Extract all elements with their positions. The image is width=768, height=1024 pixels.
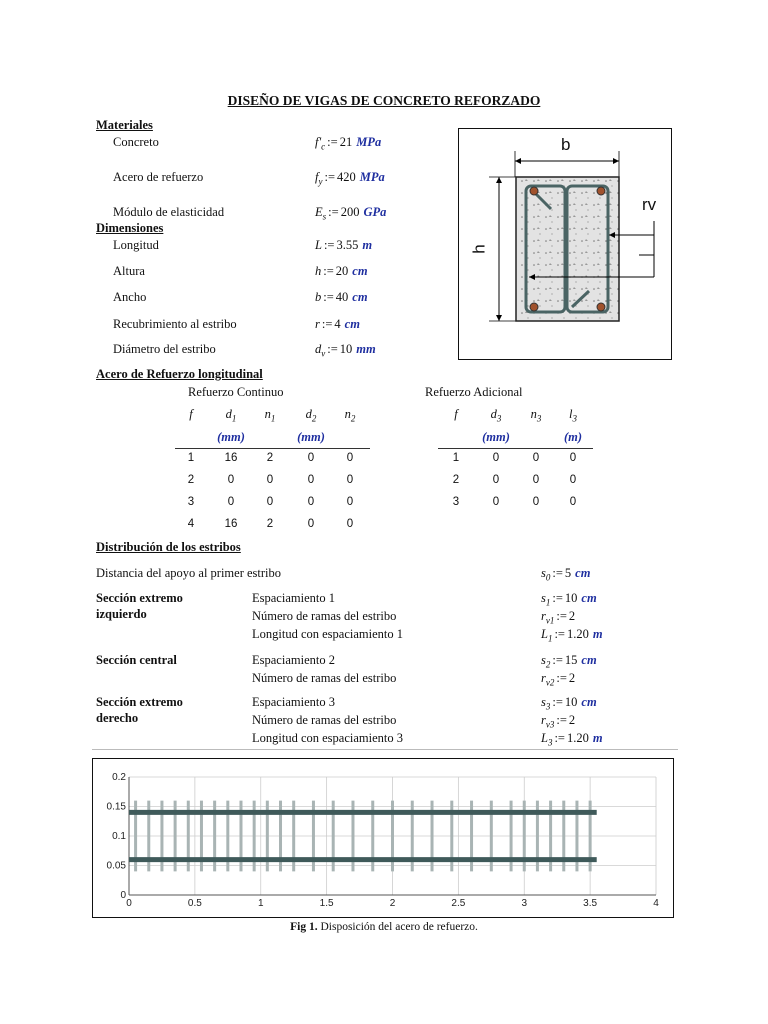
x-tick-label: 0.5 — [187, 898, 202, 909]
estribo-2-eq-0-unit: cm — [581, 695, 597, 709]
dimensiones-eq-4-sub: v — [321, 348, 326, 359]
adicional-header-2-sub: 3 — [536, 413, 542, 424]
adicional-header-1 — [486, 407, 506, 424]
dimensiones-eq-2-op: := — [323, 290, 334, 304]
continuo-header-2-main: n — [264, 407, 271, 421]
dimensiones-eq-1-op: := — [323, 264, 334, 278]
dimensiones-label-0: Longitud — [113, 238, 159, 252]
estribo-0-eq-0 — [541, 591, 597, 608]
continuo-cell-0-3: 0 — [307, 452, 315, 464]
materiales-eq-2-symbol: E — [315, 205, 323, 219]
dimensiones-eq-0-op: := — [323, 238, 335, 252]
apoyo-label: Distancia del apoyo al primer estribo — [96, 566, 282, 580]
materiales-eq-1-unit: MPa — [359, 170, 385, 184]
materiales-eq-1-value: 420 — [337, 170, 356, 184]
h-label: h — [469, 244, 489, 254]
materiales-eq-2-unit: GPa — [363, 205, 387, 219]
rebar-layout-chart — [92, 758, 674, 918]
estribo-2-label-0: Espaciamiento 3 — [252, 695, 335, 709]
estribo-1-label-0: Espaciamiento 2 — [252, 653, 335, 667]
acero-long-heading: Acero de Refuerzo longitudinal — [96, 367, 263, 381]
x-tick-label: 3 — [521, 898, 528, 909]
dimensiones-eq-3-value: 4 — [334, 317, 341, 331]
dimensiones-eq-3-unit: cm — [344, 317, 360, 331]
estribo-2-eq-0-value: 10 — [564, 695, 578, 709]
estribo-1-eq-0-op: := — [552, 653, 563, 667]
x-tick-label: 2.5 — [451, 898, 466, 909]
estribo-2-label-2: Longitud con espaciamiento 3 — [252, 731, 404, 745]
continuo-cell-3-3: 0 — [307, 518, 315, 530]
dimensiones-eq-0-symbol: L — [315, 238, 322, 252]
materiales-eq-1-symbol: f — [315, 170, 319, 184]
continuo-cell-0-1: 16 — [224, 452, 238, 464]
estribo-0-eq-1-value: 2 — [568, 609, 576, 623]
continuo-header-4 — [340, 407, 360, 424]
estribo-1-eq-0-value: 15 — [564, 653, 578, 667]
estribo-0-eq-1-symbol: r — [541, 609, 546, 623]
estribo-0-label-2: Longitud con espaciamiento 1 — [252, 627, 404, 641]
estribo-2-eq-2-op: := — [554, 731, 565, 745]
dimensiones-label-4: Diámetro del estribo — [113, 342, 216, 356]
adicional-cell-1-2: 0 — [532, 474, 540, 486]
estribo-section-2-name1: Sección extremo — [96, 695, 183, 709]
y-tick-label: 0.1 — [112, 831, 126, 842]
refuerzo-adicional-label: Refuerzo Adicional — [425, 385, 523, 399]
materiales-eq-2 — [315, 205, 386, 222]
continuo-cell-1-2: 0 — [266, 474, 274, 486]
continuo-cell-3-0: 4 — [187, 518, 195, 530]
materiales-eq-1 — [315, 170, 385, 187]
x-tick-label: 4 — [653, 898, 659, 909]
dimensiones-eq-2 — [315, 290, 368, 305]
estribo-2-eq-2-sub: 3 — [547, 737, 553, 748]
continuo-cell-1-4: 0 — [346, 474, 354, 486]
continuo-cell-1-0: 2 — [187, 474, 195, 486]
dimensiones-eq-4-value: 10 — [339, 342, 353, 356]
page-title: DISEÑO DE VIGAS DE CONCRETO REFORZADO — [227, 93, 541, 108]
adicional-unit-1: (m) — [563, 430, 583, 444]
figure-caption — [0, 921, 768, 933]
materiales-eq-2-value: 200 — [340, 205, 360, 219]
estribo-1-eq-1-op: := — [556, 671, 567, 685]
continuo-header-3-sub: 2 — [311, 413, 317, 424]
adicional-header-1-sub: 3 — [496, 413, 502, 424]
adicional-cell-0-0: 1 — [452, 452, 460, 464]
refuerzo-continuo-label: Refuerzo Continuo — [188, 385, 284, 399]
y-tick-label: 0.05 — [106, 860, 126, 872]
dimensiones-label-3: Recubrimiento al estribo — [113, 317, 237, 331]
dimensiones-heading: Dimensiones — [96, 221, 164, 235]
continuo-header-4-main: n — [344, 407, 351, 421]
materiales-heading: Materiales — [96, 118, 153, 132]
estribo-2-eq-0 — [541, 695, 597, 712]
materiales-eq-0-value: 21 — [339, 135, 353, 149]
dimensiones-eq-3 — [315, 317, 360, 332]
adicional-cell-1-0: 2 — [452, 474, 460, 486]
estribo-1-eq-1-sub: v2 — [545, 677, 555, 688]
materiales-label-2: Módulo de elasticidad — [113, 205, 225, 219]
continuo-cell-2-0: 3 — [187, 496, 195, 508]
caption-text: Disposición del acero de refuerzo. — [317, 921, 478, 933]
dimensiones-eq-1-symbol: h — [315, 264, 322, 278]
estribo-1-eq-0-symbol: s — [541, 653, 546, 667]
continuo-header-3 — [301, 407, 321, 424]
y-tick-label: 0.2 — [112, 772, 126, 783]
continuo-header-2-sub: 1 — [270, 413, 276, 424]
estribo-2-eq-1 — [541, 713, 575, 730]
continuo-header-0: f — [189, 407, 193, 421]
estribo-0-eq-0-symbol: s — [541, 591, 546, 605]
dimensiones-eq-3-symbol: r — [315, 317, 320, 331]
estribo-2-eq-1-value: 2 — [568, 713, 576, 727]
dimensiones-eq-4 — [315, 342, 376, 359]
estribo-0-eq-0-value: 10 — [564, 591, 578, 605]
materiales-eq-1-op: := — [324, 170, 336, 184]
continuo-cell-0-0: 1 — [187, 452, 195, 464]
adicional-header-3-main: l — [569, 407, 573, 421]
apoyo-eq — [541, 566, 590, 583]
dimensiones-eq-4-op: := — [327, 342, 338, 356]
estribo-section-1-name1: Sección central — [96, 653, 177, 667]
adicional-cell-2-3: 0 — [569, 496, 577, 508]
estribo-0-eq-2-op: := — [554, 627, 565, 641]
estribo-0-eq-1 — [541, 609, 575, 626]
continuo-header-2 — [260, 407, 280, 424]
apoyo-eq-unit: cm — [575, 566, 591, 580]
beam-section-figure — [458, 128, 672, 360]
materiales-eq-2-op: := — [328, 205, 339, 219]
estribo-1-eq-1-value: 2 — [568, 671, 576, 685]
continuo-cell-1-3: 0 — [307, 474, 315, 486]
x-tick-label: 1 — [257, 898, 264, 909]
estribo-section-0-name1: Sección extremo — [96, 591, 183, 605]
dimensiones-eq-0-unit: m — [362, 238, 373, 252]
continuo-header-1-sub: 1 — [231, 413, 237, 424]
estribo-0-eq-2-value: 1.20 — [566, 627, 589, 641]
adicional-cell-1-1: 0 — [492, 474, 500, 486]
rv-label: rv — [642, 195, 657, 214]
x-tick-label: 1.5 — [319, 898, 334, 909]
continuo-header-1 — [221, 407, 241, 424]
materiales-eq-0 — [315, 135, 381, 152]
apoyo-eq-value: 5 — [564, 566, 572, 580]
continuo-unit-0: (mm) — [217, 430, 245, 444]
estribo-1-eq-1-symbol: r — [541, 671, 546, 685]
estribo-1-eq-1 — [541, 671, 575, 688]
x-tick-label: 0 — [126, 898, 132, 909]
materiales-eq-0-unit: MPa — [356, 135, 382, 149]
estribo-1-eq-0-sub: 2 — [545, 659, 551, 670]
continuo-header-1-main: d — [225, 407, 232, 421]
estribo-2-eq-2-unit: m — [592, 731, 603, 745]
estribo-1-eq-0-unit: cm — [581, 653, 597, 667]
adicional-cell-2-1: 0 — [492, 496, 500, 508]
continuo-cell-1-1: 0 — [227, 474, 235, 486]
dimensiones-eq-2-symbol: b — [315, 290, 322, 304]
adicional-header-0: f — [454, 407, 458, 421]
dimensiones-label-2: Ancho — [113, 290, 147, 304]
adicional-header-1-main: d — [490, 407, 497, 421]
apoyo-eq-symbol: s — [541, 566, 546, 580]
adicional-unit-0: (mm) — [482, 430, 510, 444]
apoyo-eq-op: := — [552, 566, 563, 580]
adicional-header-2-main: n — [530, 407, 537, 421]
estribo-2-eq-0-op: := — [552, 695, 563, 709]
dimensiones-eq-4-symbol: d — [315, 342, 322, 356]
b-label: b — [561, 135, 571, 154]
continuo-cell-2-3: 0 — [307, 496, 315, 508]
continuo-cell-2-1: 0 — [227, 496, 235, 508]
estribo-0-eq-1-sub: v1 — [545, 615, 555, 626]
adicional-cell-2-0: 3 — [452, 496, 460, 508]
continuo-cell-3-2: 2 — [266, 518, 274, 530]
x-tick-label: 3.5 — [583, 898, 598, 909]
continuo-unit-1: (mm) — [297, 430, 325, 444]
continuo-cell-3-1: 16 — [224, 518, 238, 530]
materiales-eq-0-op: := — [327, 135, 338, 149]
estribo-2-eq-0-sub: 3 — [545, 701, 551, 712]
continuo-cell-3-4: 0 — [346, 518, 354, 530]
estribo-0-eq-0-sub: 1 — [545, 597, 551, 608]
estribo-0-eq-2-symbol: L — [541, 627, 548, 641]
dimensiones-eq-3-op: := — [321, 317, 333, 331]
dimensiones-eq-1-unit: cm — [352, 264, 368, 278]
estribo-0-eq-0-op: := — [552, 591, 563, 605]
y-tick-label: 0.15 — [106, 801, 126, 813]
estribo-2-label-1: Número de ramas del estribo — [252, 713, 397, 727]
estribo-section-0-name2: izquierdo — [96, 607, 147, 621]
estribo-2-eq-1-op: := — [556, 713, 567, 727]
estribo-2-eq-1-sub: v3 — [545, 719, 555, 730]
estribo-0-label-1: Número de ramas del estribo — [252, 609, 397, 623]
dimensiones-eq-0 — [315, 238, 372, 253]
estribo-0-eq-2-sub: 1 — [547, 633, 553, 644]
y-tick-label: 0 — [120, 890, 126, 901]
estribo-1-label-1: Número de ramas del estribo — [252, 671, 397, 685]
materiales-label-1: Acero de refuerzo — [113, 170, 204, 184]
estribo-0-eq-1-op: := — [556, 609, 567, 623]
apoyo-eq-sub: 0 — [545, 572, 551, 583]
estribo-0-eq-2-unit: m — [592, 627, 603, 641]
adicional-cell-2-2: 0 — [532, 496, 540, 508]
estribo-2-eq-2-value: 1.20 — [566, 731, 589, 745]
estribo-section-2-name2: derecho — [96, 711, 139, 725]
continuo-header-3-main: d — [305, 407, 312, 421]
adicional-header-3 — [563, 407, 583, 424]
estribo-0-label-0: Espaciamiento 1 — [252, 591, 335, 605]
continuo-cell-0-2: 2 — [266, 452, 274, 464]
dimensiones-eq-2-unit: cm — [352, 290, 368, 304]
estribo-2-eq-2 — [541, 731, 603, 748]
dimensiones-eq-2-value: 40 — [335, 290, 349, 304]
adicional-header-2 — [526, 407, 546, 424]
continuo-cell-2-4: 0 — [346, 496, 354, 508]
dimensiones-eq-1 — [315, 264, 368, 279]
estribo-1-eq-0 — [541, 653, 597, 670]
caption-bold: Fig 1. — [290, 921, 318, 933]
estribos-heading: Distribución de los estribos — [96, 540, 241, 554]
estribo-2-eq-1-symbol: r — [541, 713, 546, 727]
estribo-2-eq-0-symbol: s — [541, 695, 546, 709]
adicional-cell-0-1: 0 — [492, 452, 500, 464]
x-tick-label: 2 — [389, 898, 396, 909]
adicional-cell-0-2: 0 — [532, 452, 540, 464]
estribo-2-eq-2-symbol: L — [541, 731, 548, 745]
continuo-cell-2-2: 0 — [266, 496, 274, 508]
adicional-cell-0-3: 0 — [569, 452, 577, 464]
dimensiones-eq-1-value: 20 — [335, 264, 349, 278]
materiales-label-0: Concreto — [113, 135, 159, 149]
continuo-cell-0-4: 0 — [346, 452, 354, 464]
adicional-cell-1-3: 0 — [569, 474, 577, 486]
materiales-eq-0-symbol: f' — [315, 135, 322, 149]
estribo-0-eq-0-unit: cm — [581, 591, 597, 605]
materiales-eq-0-sub: c — [321, 141, 326, 152]
adicional-header-3-sub: 3 — [572, 413, 577, 424]
dimensiones-eq-0-value: 3.55 — [336, 238, 359, 252]
dimensiones-eq-4-unit: mm — [356, 342, 376, 356]
continuo-header-4-sub: 2 — [350, 413, 356, 424]
dimensiones-label-1: Altura — [113, 264, 145, 278]
estribo-0-eq-2 — [541, 627, 603, 644]
materiales-eq-2-sub: s — [322, 211, 327, 222]
materiales-eq-1-sub: y — [318, 176, 323, 187]
